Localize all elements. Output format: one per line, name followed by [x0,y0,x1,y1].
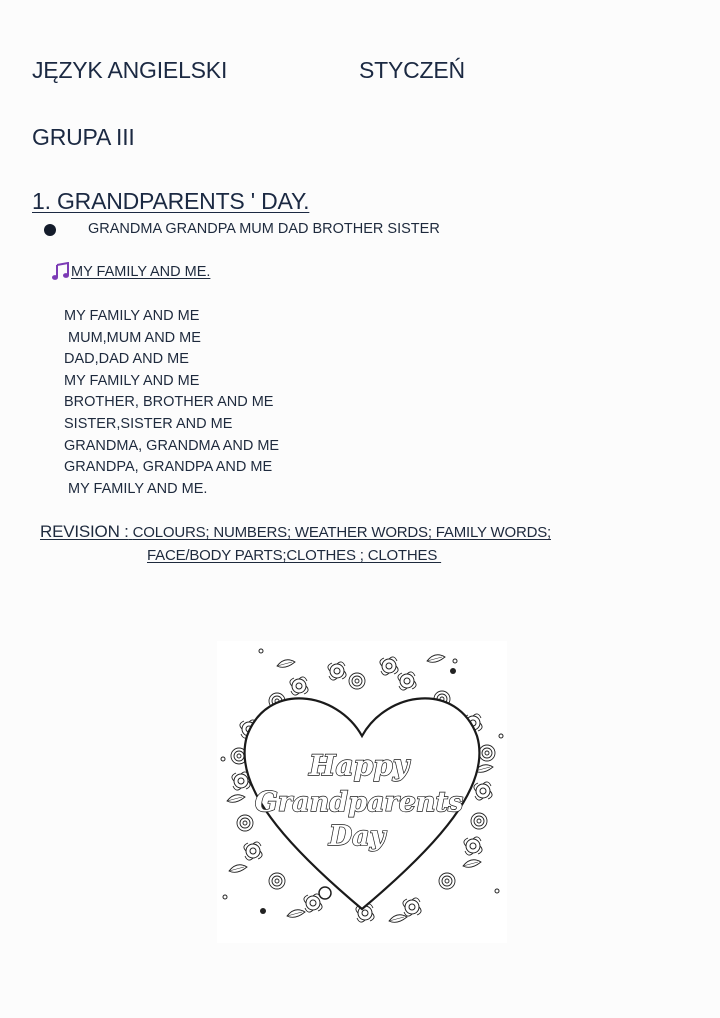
lyric-line: MY FAMILY AND ME. [64,480,208,497]
section-title: 1. GRANDPARENTS ' DAY. [32,188,310,214]
music-note-icon [51,262,71,282]
lyric-line: GRANDMA, GRANDMA AND ME [64,437,280,454]
lyric-line: BROTHER, BROTHER AND ME [64,394,274,411]
bullet-icon [44,224,56,236]
flower-heart-coloring-image [217,641,507,943]
grandparents-day-illustration [217,641,507,943]
revision-topics-2: FACE/BODY PARTS;CLOTHES ; CLOTHES [147,547,442,564]
revision-label: REVISION : [40,522,129,541]
subject-title: JĘZYK ANGIELSKI [32,57,228,83]
song-lyrics [64,306,279,500]
revision-topics-1: COLOURS; NUMBERS; WEATHER WORDS; FAMILY WORDS; [132,524,551,541]
lyric-line: MY FAMILY AND ME [64,308,200,324]
illustration-line-2: Grandparents [254,787,464,818]
song-heading [51,262,210,282]
lyric-line: MUM,MUM AND ME [64,329,201,346]
lyric-line: DAD,DAD AND ME [64,351,189,368]
vocabulary-bullet [44,221,440,237]
group-title: GRUPA III [32,124,135,150]
illustration-line-3: Day [328,821,386,852]
song-title: MY FAMILY AND ME. [71,264,211,280]
month-title: STYCZEŃ [359,57,465,83]
lyric-line: GRANDPA, GRANDPA AND ME [64,459,273,476]
revision-line-1 [40,522,551,542]
lyric-line: MY FAMILY AND ME [64,372,200,389]
lyric-line: SISTER,SISTER AND ME [64,415,233,432]
vocabulary-text: GRANDMA GRANDPA MUM DAD BROTHER SISTER [88,221,440,237]
illustration-line-1: Happy [308,749,410,782]
